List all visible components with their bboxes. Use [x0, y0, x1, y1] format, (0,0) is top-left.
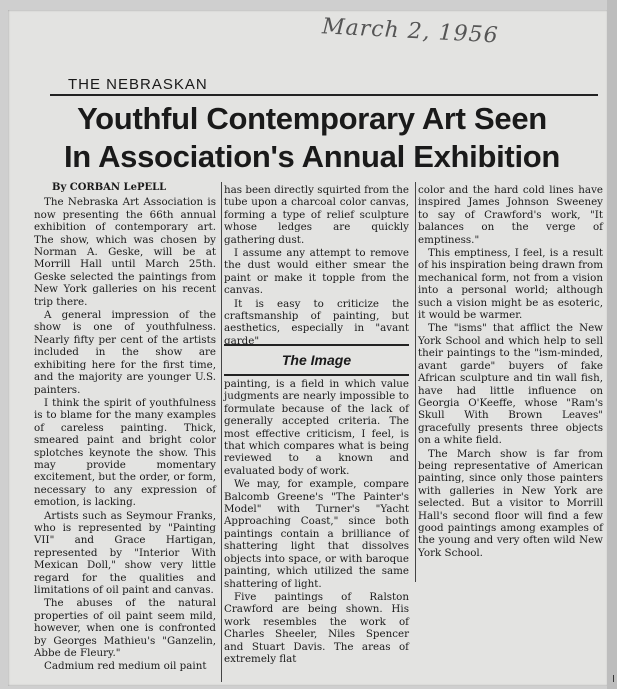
subheading-box [224, 344, 409, 376]
article-column-2-top [224, 184, 409, 347]
paragraph: has been directly squirted from the tube upon a charcoal color canvas, forming a type of relief sculpture whose ledges are quickly gathering dust. [224, 184, 409, 246]
paragraph: The "isms" that afflict the New York School and which help to sell their paintings to the "ism-minded, avant garde" buyers of fake African sculpture and tin wall fish, have had little influence on Georgia O'Keeffe, whose "Ram's Skull With Brown Leaves" gracefully presents three objects on a white field. [418, 322, 603, 447]
paragraph: Artists such as Seymour Franks, who is represented by "Painting VII" and Grace Hartigan, represented by "Interior With Mexican Doll," show very little regard for the qualities and limitations of oil paint and canvas. [34, 509, 216, 596]
paragraph: The Nebraska Art Association is now presenting the 66th annual exhibition of contemporary art. The show, which was chosen by Norman A. Geske, will be at Morrill Hall until March 25th. Geske selected the paintings from New York galleries on his recent trip there. [34, 196, 216, 308]
paragraph: It is easy to criticize the craftsmanship of painting, but aesthetics, especially in "avant garde" [224, 297, 409, 347]
paragraph: I think the spirit of youthfulness is to blame for the many examples of careless painting. Thick, smeared paint and bright color splotches keynote the show. This may provide momentary excitement, but the order, or form, necessary to any expression of emotion, is lacking. [34, 396, 216, 509]
headline [22, 100, 602, 176]
headline-line-1: Youthful Contemporary Art Seen [77, 101, 547, 136]
paragraph: Cadmium red medium oil paint [44, 660, 207, 673]
paragraph: The abuses of the natural properties of oil paint seem mild, however, when one is confronted by Georges Mathieu's "Ganzelin, Abbe de Fleury." [34, 597, 216, 660]
paragraph: The March show is far from being representative of American painting, since only those painters with galleries in New York are selected. But a visitor to Morrill Hall's second floor will find a few good paintings among examples of the young and very often wild New York School. [418, 447, 603, 559]
column-rule [415, 182, 416, 582]
article-column-3 [418, 184, 603, 574]
scan-edge [607, 0, 617, 689]
publication-name: THE NEBRASKAN [68, 76, 208, 93]
paragraph: Five paintings of Ralston Crawford are being shown. His work resembles the work of Charles Sheeler, Niles Spencer and Stuart Davis. The areas of extremely flat [224, 590, 409, 665]
paragraph: A general impression of the show is one of youthfulness. Nearly fifty per cent of the artists included in the show are exhibiting here for the first time, and the majority are younger U.S. painters. [34, 309, 216, 396]
article-column-2-bottom [224, 378, 409, 682]
header-rule [50, 94, 598, 96]
handwritten-date: March 2, 1956 [321, 14, 500, 49]
paragraph: I assume any attempt to remove the dust would either smear the paint or make it topple from the canvas. [224, 247, 409, 297]
column-rule [221, 182, 222, 682]
edge-mark: I [612, 674, 615, 685]
paragraph: We may, for example, compare Balcomb Greene's "The Painter's Model" with Turner's "Yacht Approaching Coast," since both paintings contain a brilliance of shattering light that dissolves objects into space, or with baroque painting, which utilized the same shattering of light. [224, 478, 409, 590]
byline: By CORBAN LePELL [52, 182, 167, 193]
paragraph: color and the hard cold lines have inspired James Johnson Sweeney to say of Crawford's work, "It balances on the verge of emptiness." [418, 184, 603, 246]
subheading: The Image [281, 352, 352, 368]
headline-line-2: In Association's Annual Exhibition [63, 139, 561, 174]
paragraph: painting, is a field in which value judgments are nearly impossible to formulate because of the lack of generally accepted criteria. The most effective criticism, I feel, is that which compares what is being reviewed to a known and evaluated body of work. [224, 378, 409, 477]
article-column-1 [34, 182, 216, 682]
paragraph: This emptiness, I feel, is a result of his inspiration being drawn from mechanical form, not from a vision into a personal world; although such a vision might be as esoteric, it would be warmer. [418, 247, 603, 322]
